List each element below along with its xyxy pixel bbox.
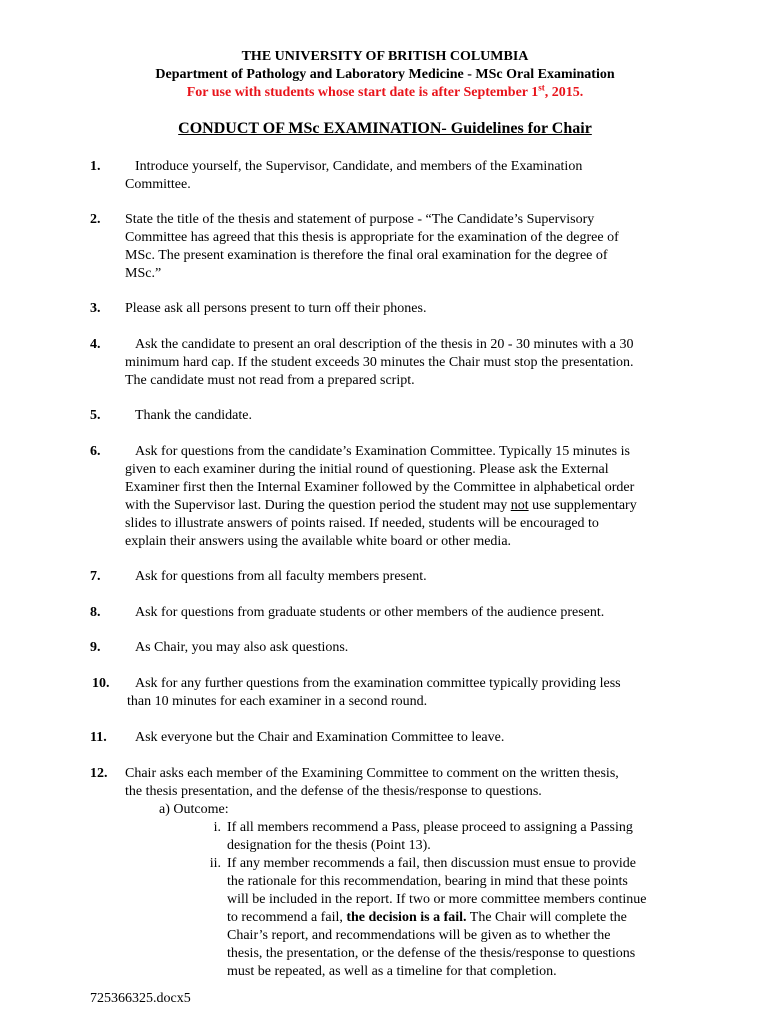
item-number: 3. xyxy=(90,301,101,316)
item-text: Ask for questions from the candidate’s Examination Committee. Typically 15 minutes is given to each examiner during the initial round of questioning. Please ask the External Examiner first then the Internal Examiner followed by the Committee in alphabetical order with the Supervisor last. During the question period the student may not use supplementary slides to illustrate answers of points raised. If needed, students will be encouraged to explain their answers using the available white board or other media. xyxy=(125,444,637,549)
item-number: 5. xyxy=(90,408,101,423)
item-text: Ask for questions from graduate students or other members of the audience present. xyxy=(135,605,605,620)
item-number: 10. xyxy=(92,676,110,691)
item-number: 4. xyxy=(90,337,101,352)
item-text: Thank the candidate. xyxy=(135,408,253,423)
document-title: CONDUCT OF MSc EXAMINATION- Guidelines for Chair xyxy=(178,120,592,137)
item-text: Ask everyone but the Chair and Examination Committee to leave. xyxy=(135,730,505,745)
item-number: 9. xyxy=(90,640,101,655)
underlined-not: not xyxy=(510,498,529,513)
footer-filename: 725366325.docx5 xyxy=(90,991,191,1006)
item-text: Chair asks each member of the Examining Committee to comment on the written thesis, the thesis presentation, and the defense of the thesis/response to questions. xyxy=(125,766,619,799)
subitem-number: i. xyxy=(213,820,221,835)
outcome-label: a) Outcome: xyxy=(159,802,229,817)
item-text: State the title of the thesis and statement of purpose - “The Candidate’s Supervisory Committee has agreed that this thesis is appropriate for the examination of the degree of MSc. The present examination is therefore the final oral examination for the degree of MSc.” xyxy=(125,212,619,281)
item-number: 11. xyxy=(90,730,107,745)
item-number: 1. xyxy=(90,159,101,174)
subitem-number: ii. xyxy=(209,856,221,871)
item-text: Ask for any further questions from the examination committee typically providing less than 10 minutes for each examiner in a second round. xyxy=(127,676,621,709)
item-text: As Chair, you may also ask questions. xyxy=(135,640,349,655)
item-number: 8. xyxy=(90,605,101,620)
department-name: Department of Pathology and Laboratory Medicine - MSc Oral Examination xyxy=(155,67,615,82)
item-number: 6. xyxy=(90,444,101,459)
item-text: Ask for questions from all faculty members present. xyxy=(135,569,427,584)
subitem-text: If all members recommend a Pass, please proceed to assigning a Passing designation for the thesis (Point 13). xyxy=(227,820,633,853)
start-date-notice: For use with students whose start date is after September 1st, 2015. xyxy=(186,82,584,100)
item-text: Introduce yourself, the Supervisor, Candidate, and members of the Examination Committee. xyxy=(125,159,583,192)
item-text: Please ask all persons present to turn off their phones. xyxy=(125,301,427,316)
subitem-text: If any member recommends a fail, then discussion must ensue to provide the rationale for this recommendation, bearing in mind that these points will be included in the report. If two or more committee members continue to recommend a fail, the decision is a fail. The Chair will complete the Chair’s report, and recommendations will be given as to whether the thesis, the presentation, or the defense of the thesis/response to questions must be repeated, as well as a timeline for that completion. xyxy=(227,856,647,979)
university-name: THE UNIVERSITY OF BRITISH COLUMBIA xyxy=(241,49,529,64)
item-text: Ask the candidate to present an oral description of the thesis in 20 - 30 minutes with a 30 minimum hard cap. If the student exceeds 30 minutes the Chair must stop the presentation. The candidate must not read from a prepared script. xyxy=(125,337,634,388)
item-number: 2. xyxy=(90,212,101,227)
item-number: 7. xyxy=(90,569,101,584)
item-number: 12. xyxy=(90,766,108,781)
bold-decision: the decision is a fail. xyxy=(346,910,467,925)
